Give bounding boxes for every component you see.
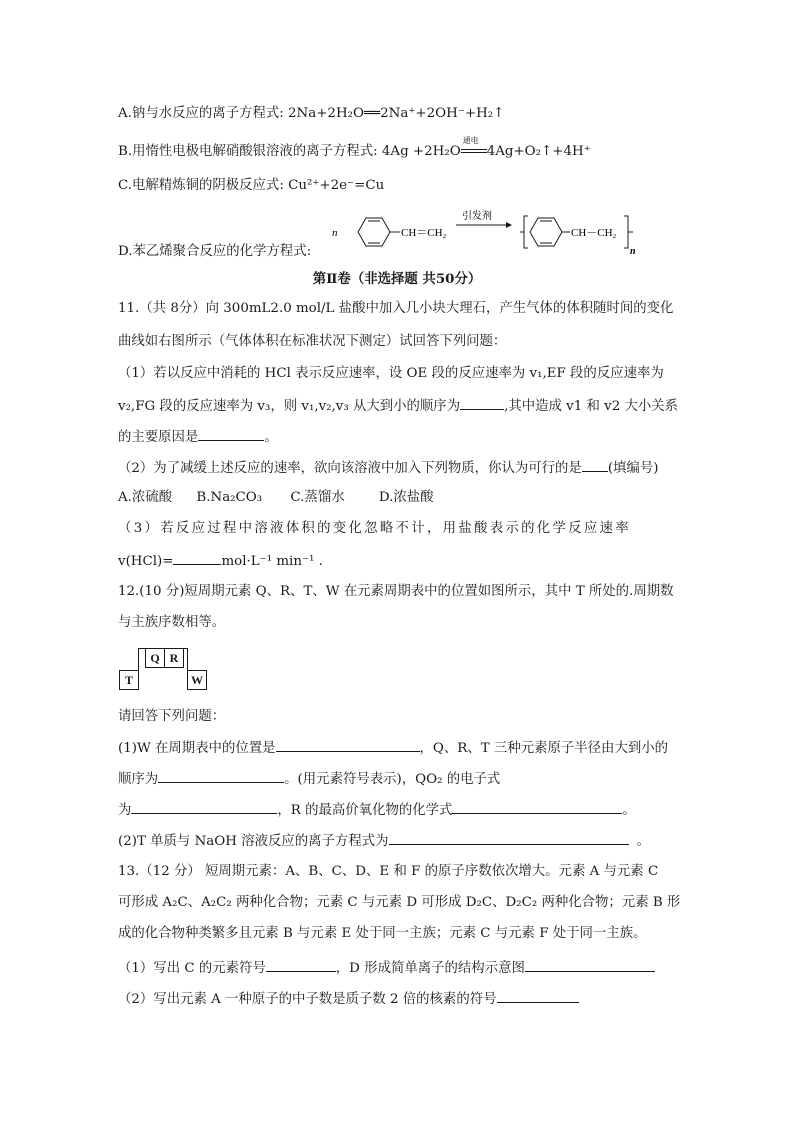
q11-part1-line3 bbox=[118, 427, 278, 447]
q12-part1-line2-text: 顺序为 bbox=[118, 772, 159, 787]
q11-part1-line1: （1）若以反应中消耗的 HCl 表示反应速率，设 OE 段的反应速率为 v₁,EF 段的反应速率为 bbox=[118, 366, 664, 381]
q12-ask: 请回答下列问题： bbox=[118, 709, 226, 724]
q12-part1-line3 bbox=[118, 800, 636, 820]
q11-part1-line2-text: v₂,FG 段的反应速率为 v₃，则 v₁,v₂,v₃ 从大到小的顺序为 bbox=[118, 399, 461, 414]
answer-blank-radius-order[interactable] bbox=[158, 769, 284, 783]
q10-option-a: A.钠与水反应的离子方程式: 2Na+2H₂O══2Na⁺+2OH⁻+H₂↑ bbox=[118, 106, 505, 121]
initiator-label: 引发剂 bbox=[462, 211, 492, 222]
q12-part2-tail: 。 bbox=[636, 834, 650, 849]
answer-blank-rate-order[interactable] bbox=[460, 396, 504, 410]
answer-blank-c-symbol[interactable] bbox=[266, 958, 336, 972]
q13-intro-line3: 成的化合物种类繁多且元素 B 与元素 E 处于同一主族；元素 C 与元素 F 处于同一主族。 bbox=[118, 926, 647, 941]
styrene-polymerization-scheme bbox=[330, 200, 690, 260]
q13-part1 bbox=[118, 958, 655, 978]
q13-part2-text: （2）写出元素 A 一种原子的中子数是质子数 2 倍的核素的符号 bbox=[118, 992, 497, 1007]
answer-blank-ion-diagram[interactable] bbox=[525, 958, 655, 972]
q11-part1-line3-tail: 。 bbox=[264, 430, 278, 445]
q13-intro-line1: 13.（12 分） 短周期元素：A、B、C、D、E 和 F 的原子序数依次增大。元素 A 与元素 C bbox=[118, 864, 659, 879]
q12-intro-line2: 与主族序数相等。 bbox=[118, 615, 226, 630]
polymer-bracket-left bbox=[520, 216, 528, 248]
q12-part1-text: (1)W 在周期表中的位置是 bbox=[118, 741, 276, 756]
q11-intro-line1: 11.（共 8分）向 300mL2.0 mol/L 盐酸中加入几小块大理石，产生气体的体积随时间的变化 bbox=[118, 301, 674, 316]
option-c: C.蒸馏水 bbox=[290, 490, 345, 505]
q12-part1-line3-mid: ，R 的最高价氧化物的化学式 bbox=[277, 803, 453, 818]
option-b: B.Na₂CO₃ bbox=[196, 490, 263, 505]
cell-w: W bbox=[187, 670, 207, 690]
q12-part1-line3-text: 为 bbox=[118, 803, 132, 818]
answer-blank-main-reason[interactable] bbox=[198, 427, 264, 441]
q12-part2-text: (2)T 单质与 NaOH 溶液反应的离子方程式为 bbox=[118, 834, 389, 849]
cell-r: R bbox=[164, 648, 184, 668]
option-a: A.浓硫酸 bbox=[118, 490, 173, 505]
cell-q: Q bbox=[145, 648, 165, 668]
q11-part1-line2-tail: ,其中造成 v1 和 v2 大小关系 bbox=[504, 399, 679, 414]
q12-part2 bbox=[118, 831, 650, 851]
q10-option-b bbox=[118, 136, 591, 161]
q11-part2-line1 bbox=[118, 458, 658, 478]
q10-option-c: C.电解精炼铜的阴极反应式: Cu²⁺+2e⁻=Cu bbox=[118, 178, 385, 193]
q11-part3-units: mol·L⁻¹ min⁻¹ . bbox=[221, 554, 323, 569]
q11-part2-options bbox=[118, 489, 434, 507]
q12-part1-line2 bbox=[118, 769, 500, 789]
q11-part2-text: （2）为了减缓上述反应的速率，欲向该溶液中加入下列物质，你认为可行的是 bbox=[118, 461, 582, 476]
section-title: 第Ⅱ卷（非选择题 共50分） bbox=[312, 271, 482, 287]
option-d: D.浓盐酸 bbox=[378, 490, 434, 505]
q11-part3-line2 bbox=[118, 551, 323, 571]
polymer-repeat-unit: CH－CH₂ bbox=[571, 227, 617, 239]
q11-part1-line2 bbox=[118, 396, 678, 416]
q11-part1-line3-text: 的主要原因是 bbox=[118, 430, 199, 445]
polymer-bracket-right bbox=[624, 216, 633, 248]
answer-blank-w-position[interactable] bbox=[276, 738, 420, 752]
q12-part1-line3-tail: 。 bbox=[622, 803, 636, 818]
table-outline-left bbox=[138, 648, 146, 670]
answer-blank-hcl-rate[interactable] bbox=[173, 551, 221, 565]
answer-blank-ionic-equation[interactable] bbox=[389, 831, 629, 845]
q10-option-b-left: B.用惰性电极电解硝酸银溶液的离子方程式: 4Ag +2H₂O bbox=[118, 144, 461, 159]
answer-blank-nuclide-symbol[interactable] bbox=[497, 989, 579, 1003]
q10-option-d: D.苯乙烯聚合反应的化学方程式: bbox=[118, 244, 312, 259]
q13-part1-text: （1）写出 C 的元素符号 bbox=[118, 961, 266, 976]
q11-intro-line2: 曲线如右图所示（气体体积在标准状况下测定）试回答下列问题： bbox=[118, 334, 507, 349]
q11-part3-line1: （3）若反应过程中溶液体积的变化忽略不计，用盐酸表示的化学反应速率 bbox=[118, 521, 631, 536]
q13-intro-line2: 可形成 A₂C、A₂C₂ 两种化合物；元素 C 与元素 D 可形成 D₂C、D₂C₂ 两种化合物；元素 B 形 bbox=[118, 895, 681, 910]
table-outline-right bbox=[183, 648, 188, 670]
q10-option-b-right: 4Ag+O₂↑+4H⁺ bbox=[486, 144, 591, 159]
q12-part1-tail: ，Q、R、T 三种元素原子半径由大到小的 bbox=[419, 741, 669, 756]
cell-t: T bbox=[119, 670, 139, 690]
benzene-ring-product-icon bbox=[530, 218, 562, 246]
q10-option-b-condition: 通电 bbox=[462, 136, 479, 145]
q12-intro-line1: 12.(10 分)短周期元素 Q、R、T、W 在元素周期表中的位置如图所示，其中 T 所处的.周期数 bbox=[118, 584, 674, 599]
q11-part2-tail: (填编号) bbox=[607, 461, 659, 476]
benzene-ring-icon bbox=[358, 218, 390, 246]
q13-part1-mid: ，D 形成简单离子的结构示意图 bbox=[335, 961, 525, 976]
answer-blank-oxide-formula[interactable] bbox=[452, 800, 622, 814]
q11-part3-lhs: v(HCl)= bbox=[118, 554, 174, 569]
scheme-coefficient-n: n bbox=[332, 227, 338, 239]
answer-blank-feasible-option[interactable] bbox=[582, 458, 608, 472]
vinyl-group: CH＝CH₂ bbox=[401, 227, 447, 239]
degree-of-polymerization-n: n bbox=[630, 246, 636, 257]
q12-part1-line2-tail: 。(用元素符号表示)，QO₂ 的电子式 bbox=[284, 772, 501, 787]
electrolysis-arrow bbox=[461, 136, 487, 161]
q12-part1-line1 bbox=[118, 738, 668, 758]
q13-part2 bbox=[118, 989, 579, 1009]
answer-blank-electron-formula[interactable] bbox=[131, 800, 277, 814]
